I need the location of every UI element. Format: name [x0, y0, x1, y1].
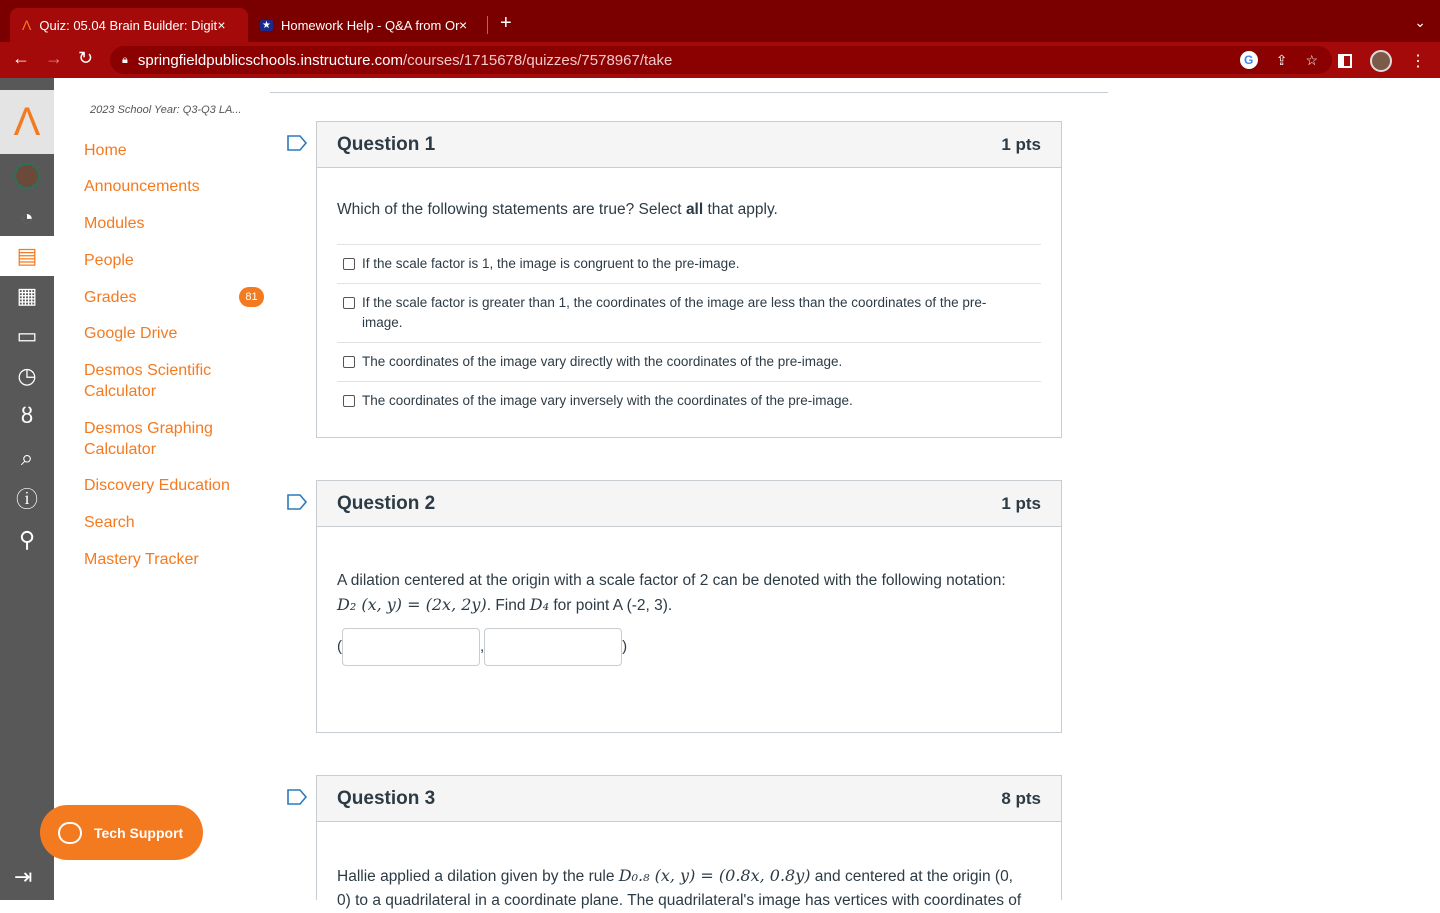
question-title: Question 1: [337, 133, 436, 155]
breadcrumb[interactable]: 2023 School Year: Q3-Q3 LA...: [90, 104, 242, 116]
question-2-card: [316, 480, 1062, 733]
question-prompt-line-2: [337, 593, 1041, 618]
question-header: [317, 122, 1061, 168]
nav-announcements[interactable]: Announcements: [84, 178, 200, 195]
divider: [270, 92, 1108, 93]
dashboard-icon[interactable]: ◔: [20, 205, 34, 230]
question-3-card: [316, 775, 1062, 909]
global-navigation: [0, 78, 54, 900]
x-coordinate-input[interactable]: [342, 628, 480, 666]
question-prompt: [337, 864, 1041, 889]
flag-question-icon[interactable]: [287, 494, 307, 510]
tab-title: Homework Help - Q&A from Or: [280, 17, 460, 33]
question-prompt: [337, 198, 1041, 222]
prompt-text: that apply.: [703, 201, 778, 218]
courses-icon[interactable]: ▤: [0, 236, 54, 276]
nav-desmos-graphing[interactable]: Desmos Graphing Calculator: [84, 420, 213, 458]
close-paren: ): [622, 637, 628, 655]
nav-mastery-tracker[interactable]: Mastery Tracker: [84, 551, 199, 568]
canvas-favicon-icon: Λ: [22, 17, 32, 33]
nav-grades-row[interactable]: [84, 287, 266, 308]
lock-icon: 🔒︎: [122, 53, 128, 66]
nav-desmos-scientific[interactable]: Desmos Scientific Calculator: [84, 362, 212, 400]
answer-label: The coordinates of the image vary inversely with the coordinates of the pre-image.: [362, 393, 853, 408]
question-body: [317, 168, 1061, 420]
answer-option[interactable]: [337, 342, 1041, 381]
question-body: [317, 822, 1061, 913]
more-menu-icon[interactable]: ⋮: [1410, 53, 1426, 70]
grades-count-badge: 81: [239, 287, 264, 307]
nav-discovery-education[interactable]: Discovery Education: [84, 477, 230, 494]
inbox-icon[interactable]: ▭: [16, 323, 38, 348]
nav-people[interactable]: People: [84, 252, 134, 269]
notation-math: D₂ (x, y) = (2x, 2y): [337, 595, 487, 614]
forward-arrow-icon[interactable]: →: [45, 48, 63, 68]
question-points: 8 pts: [1001, 788, 1041, 808]
canvas-logo-icon[interactable]: Λ: [0, 90, 54, 154]
prompt-text: Which of the following statements are true? Select: [337, 201, 686, 218]
question-1-card: [316, 121, 1062, 438]
prompt-text: Hallie applied a dilation given by the rule: [337, 868, 619, 885]
nav-search[interactable]: Search: [84, 514, 135, 531]
answer-label: The coordinates of the image vary directly with the coordinates of the pre-image.: [362, 354, 843, 369]
answer-option[interactable]: [337, 244, 1041, 283]
help-icon[interactable]: ⓘ: [15, 486, 38, 512]
calendar-icon[interactable]: ▦: [16, 283, 38, 308]
prompt-bold: all: [685, 201, 704, 218]
url-path: /courses/1715678/quizzes/7578967/take: [402, 51, 673, 69]
question-header: [317, 776, 1061, 822]
new-tab-button[interactable]: +: [500, 12, 512, 34]
share-icon[interactable]: ⇪: [1275, 51, 1288, 68]
browser-toolbar: [0, 42, 1440, 78]
comma: ,: [480, 637, 485, 655]
star-favicon-icon: ★: [262, 19, 271, 31]
prompt-text: . Find: [486, 597, 530, 614]
tab-title: Quiz: 05.04 Brain Builder: Digit: [39, 17, 218, 33]
tab-homework-help[interactable]: [248, 8, 488, 42]
chevron-down-icon[interactable]: ⌄: [1414, 14, 1426, 30]
y-coordinate-input[interactable]: [484, 628, 622, 666]
rule-math: D₀.₈ (x, y) = (0.8x, 0.8y): [618, 866, 811, 885]
account-nav[interactable]: [0, 156, 54, 196]
flag-question-icon[interactable]: [287, 789, 307, 805]
avatar: [14, 163, 40, 189]
question-title: Question 3: [337, 787, 436, 809]
search-icon[interactable]: ⌕: [20, 445, 34, 470]
nav-google-drive[interactable]: Google Drive: [84, 325, 178, 342]
question-prompt: A dilation centered at the origin with a scale factor of 2 can be denoted with the following notation:: [337, 572, 1006, 589]
close-icon[interactable]: ×: [217, 17, 226, 33]
question-header: [317, 481, 1061, 527]
answer-label: If the scale factor is greater than 1, the coordinates of the image are less than the coordinates of the pre-image.: [362, 295, 987, 330]
address-bar[interactable]: [110, 46, 1332, 74]
course-navigation: [14, 78, 270, 900]
history-clock-icon[interactable]: ◷: [17, 363, 37, 388]
question-title: Question 2: [337, 492, 436, 514]
browser-tab-bar: [0, 0, 1440, 42]
flag-question-icon[interactable]: [287, 135, 307, 151]
answer-label: If the scale factor is 1, the image is congruent to the pre-image.: [362, 256, 740, 271]
nav-home[interactable]: Home: [84, 142, 127, 159]
answer-inputs: [337, 628, 1041, 666]
nav-grades[interactable]: Grades: [84, 289, 137, 306]
checkbox[interactable]: [343, 356, 355, 368]
question-points: 1 pts: [1001, 134, 1041, 154]
answer-option[interactable]: [337, 381, 1041, 420]
google-icon[interactable]: G: [1240, 51, 1258, 69]
question-prompt-line-2: 0) to a quadrilateral in a coordinate plane. The quadrilateral's image has vertices with coordinates of: [337, 892, 1022, 909]
checkbox[interactable]: [343, 297, 355, 309]
tech-support-button[interactable]: [40, 805, 203, 860]
chat-bubble-icon: [58, 822, 82, 844]
tab-divider: [487, 16, 488, 34]
tech-support-label: Tech Support: [94, 824, 184, 841]
tab-quiz[interactable]: [10, 8, 248, 42]
checkbox[interactable]: [343, 258, 355, 270]
find-math: D₄: [529, 595, 550, 614]
prompt-text: for point A (-2, 3).: [549, 597, 673, 614]
answer-option[interactable]: [337, 283, 1041, 342]
question-points: 1 pts: [1001, 493, 1041, 513]
collapse-nav-icon[interactable]: ⇥: [14, 864, 33, 889]
checkbox[interactable]: [343, 395, 355, 407]
open-paren: (: [337, 637, 342, 655]
nav-modules[interactable]: Modules: [84, 215, 145, 232]
side-panel-icon[interactable]: [1338, 54, 1352, 68]
prompt-text: and centered at the origin (0,: [810, 868, 1013, 885]
close-icon[interactable]: ×: [458, 17, 468, 33]
question-body: [317, 527, 1061, 666]
groups-icon[interactable]: ȣ: [20, 403, 34, 428]
pin-icon[interactable]: ⚲: [18, 527, 36, 552]
url-host: springfieldpublicschools.instructure.com: [137, 51, 403, 69]
reload-icon[interactable]: ↻: [78, 48, 94, 68]
star-icon[interactable]: ☆: [1305, 51, 1318, 68]
back-arrow-icon[interactable]: ←: [12, 48, 30, 68]
profile-avatar[interactable]: [1370, 50, 1392, 72]
